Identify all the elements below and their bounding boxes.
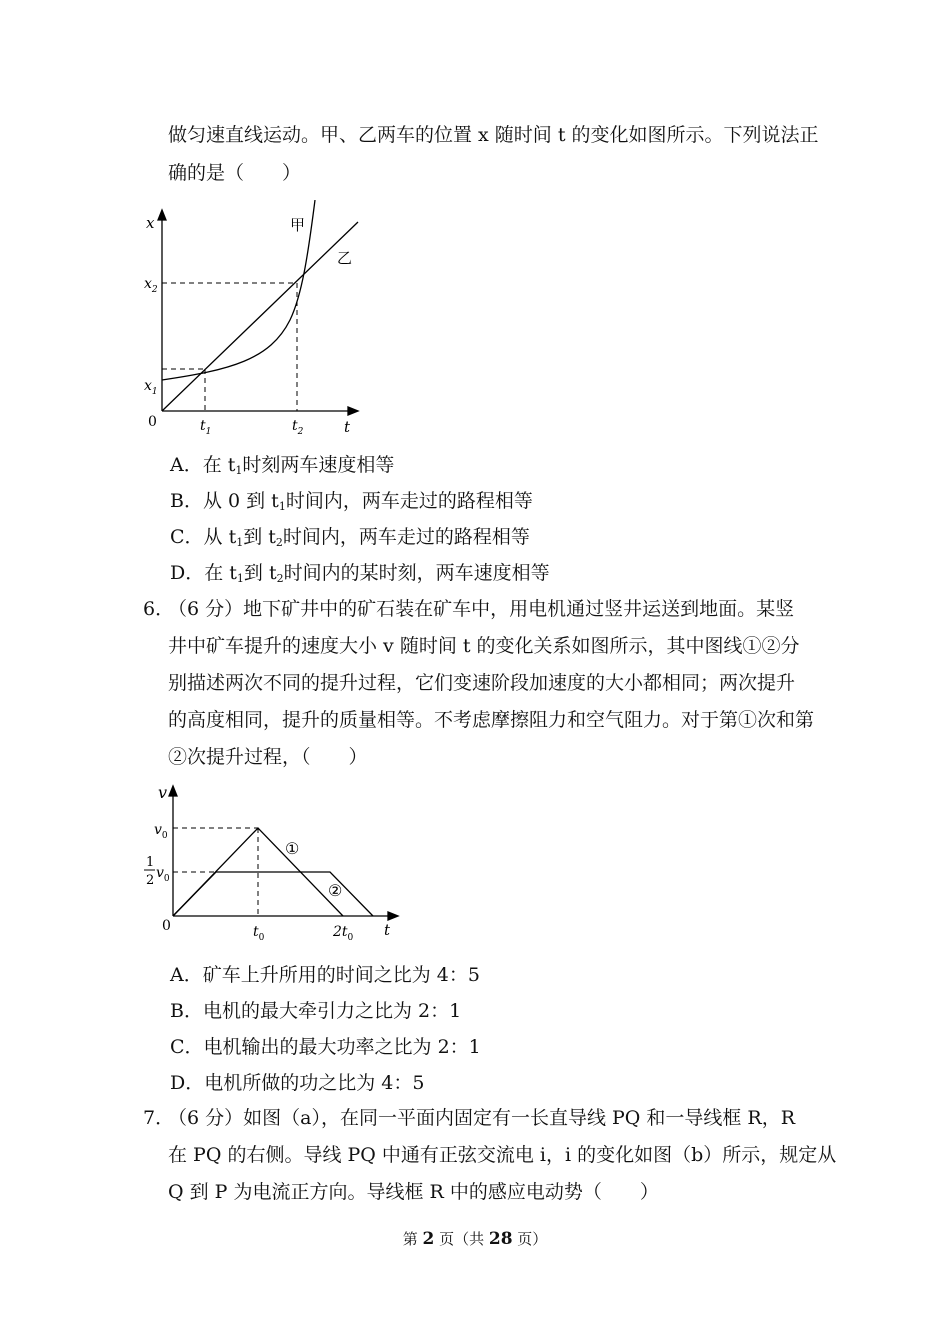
q5-stem-line1: 做匀速直线运动。甲、乙两车的位置 x 随时间 t 的变化如图所示。下列说法正	[168, 124, 819, 146]
q6-stem-line5: ②次提升过程，（ ）	[168, 746, 368, 768]
q5-jia-label: 甲	[290, 216, 306, 234]
q6-v0-label: $v_0$	[154, 822, 168, 841]
q5-origin-label: 0	[148, 414, 157, 430]
page-number: 2	[422, 1229, 435, 1249]
q7-stem-line1: （6 分）如图（a），在同一平面内固定有一长直导线 PQ 和一导线框 R，R	[168, 1107, 796, 1129]
q6-t-axis-label: t	[384, 921, 391, 939]
q5-y-axis-arrow	[158, 210, 166, 220]
q5-option-a[interactable]: A．在 $t_1$时刻两车速度相等	[170, 454, 395, 477]
q5-option-b[interactable]: B．从 0 到 $t_1$时间内，两车走过的路程相等	[170, 490, 533, 513]
q6-graph-line-2	[173, 872, 373, 916]
q6-line-1-label: ①	[285, 839, 300, 858]
q6-2t0-label: $2t_0$	[333, 924, 354, 943]
q5-option-d[interactable]: D．在 $t_1$到 $t_2$时间内的某时刻，两车速度相等	[170, 562, 550, 585]
q5-yi-label: 乙	[337, 249, 353, 267]
q6-stem-line4: 的高度相同，提升的质量相等。不考虑摩擦阻力和空气阻力。对于第①次和第	[168, 709, 815, 731]
q6-half-denominator: 2	[146, 873, 155, 888]
q6-stem-line1: （6 分）地下矿井中的矿石装在矿车中，用电机通过竖井运送到地面。某竖	[168, 598, 795, 620]
q6-velocity-time-graph	[140, 780, 410, 945]
q5-position-time-graph	[140, 200, 370, 440]
q6-origin-label: 0	[162, 918, 171, 934]
q6-half-numerator: 1	[146, 855, 155, 870]
q6-t-axis-arrow	[388, 912, 398, 920]
q5-line-yi	[162, 222, 358, 411]
page-footer: 第 2 页（共 28 页）	[402, 1229, 548, 1249]
q6-option-c[interactable]: C．电机输出的最大功率之比为 2：1	[170, 1036, 481, 1058]
q5-t1-label: $t_1$	[200, 418, 212, 437]
q6-option-d[interactable]: D．电机所做的功之比为 4：5	[170, 1072, 425, 1094]
q5-option-c[interactable]: C．从 $t_1$到 $t_2$时间内，两车走过的路程相等	[170, 526, 530, 549]
q6-option-b[interactable]: B．电机的最大牵引力之比为 2：1	[170, 1000, 462, 1022]
q6-line-2-label: ②	[328, 881, 343, 900]
q6-v-axis-label: v	[158, 783, 168, 802]
q6-stem-line3: 别描述两次不同的提升过程，它们变速阶段加速度的大小都相同；两次提升	[168, 672, 796, 694]
q6-stem-line2: 井中矿车提升的速度大小 v 随时间 t 的变化关系如图所示，其中图线①②分	[168, 635, 800, 657]
q5-stem-line2: 确的是（ ）	[168, 162, 302, 184]
q5-x1-label: $x_1$	[144, 378, 158, 397]
q6-half-v0-label: $v_0$	[156, 865, 170, 884]
q5-x-axis-label: t	[344, 418, 351, 436]
q6-number: 6．	[143, 598, 175, 620]
q5-y-axis-label: x	[146, 214, 155, 232]
q5-t2-label: $t_2$	[292, 418, 304, 437]
q7-stem-line2: 在 PQ 的右侧。导线 PQ 中通有正弦交流电 i，i 的变化如图（b）所示，规定从	[168, 1144, 837, 1166]
q6-option-a[interactable]: A．矿车上升所用的时间之比为 4：5	[170, 964, 480, 986]
q6-v-axis-arrow	[169, 786, 177, 796]
q5-x-axis-arrow	[348, 407, 358, 415]
q6-t0-label: $t_0$	[253, 924, 265, 943]
q7-number: 7．	[143, 1107, 175, 1129]
q7-stem-line3: Q 到 P 为电流正方向。导线框 R 中的感应电动势（ ）	[168, 1181, 659, 1203]
page-total: 28	[488, 1229, 513, 1249]
q5-x2-label: $x_2$	[144, 276, 158, 295]
